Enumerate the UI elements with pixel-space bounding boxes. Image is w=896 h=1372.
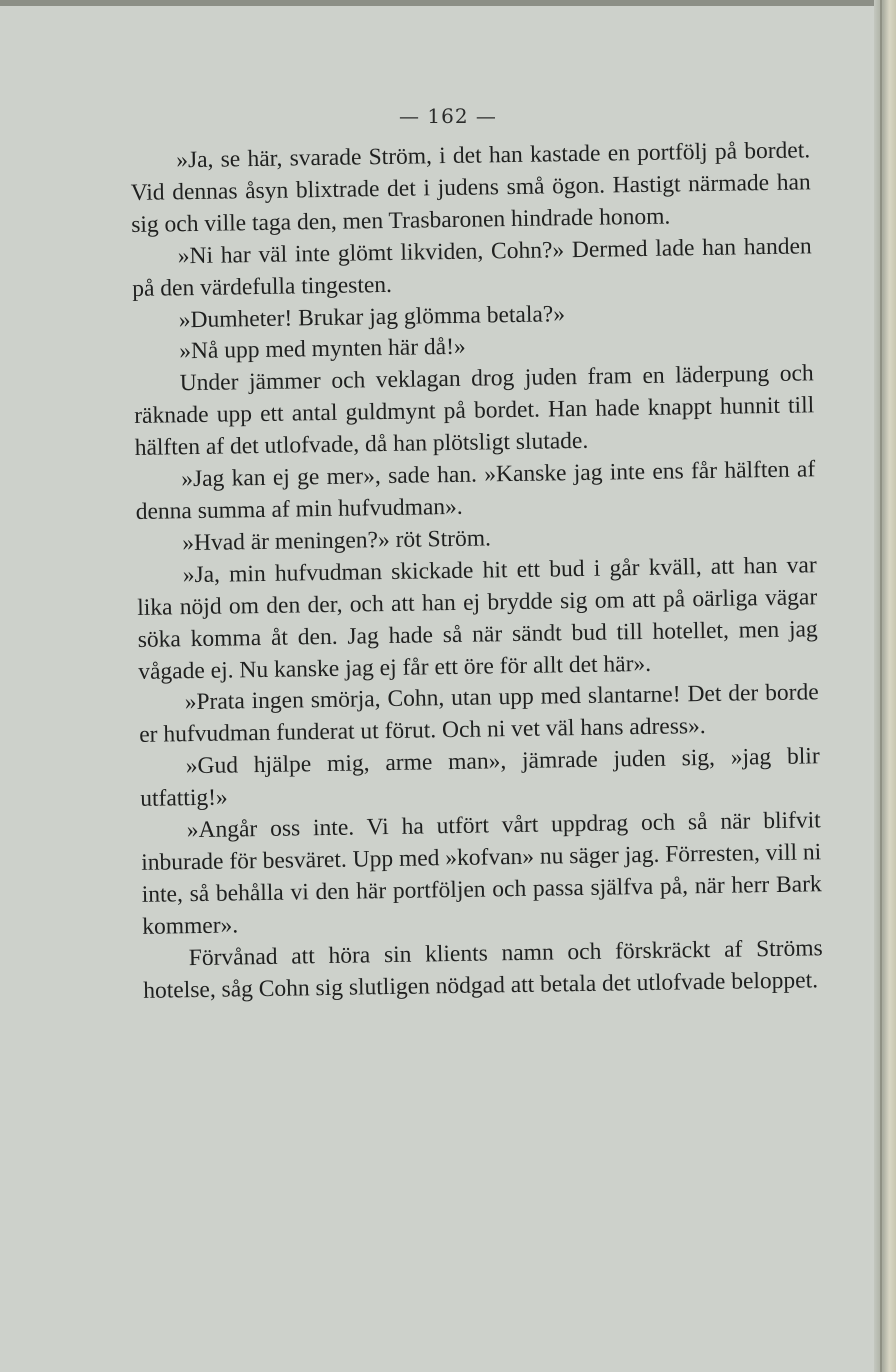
paragraph: »Hvad är meningen?» röt Ström. bbox=[182, 525, 492, 557]
paragraph: »Jag kan ej ge mer», sade han. »Kanske jag inte ens får hälften af denna summa af min hufvudman». bbox=[135, 456, 816, 525]
page-edge-line bbox=[880, 0, 882, 1372]
paragraph: »Dumheter! Brukar jag glömma betala?» bbox=[178, 300, 566, 333]
paragraph: Förvånad att höra sin klients namn och förskräckt af Ströms hotelse, såg Cohn sig slutligen nödgad att betala det utlofvade beloppet. bbox=[143, 934, 823, 1004]
page-number: — 162 — bbox=[399, 104, 497, 128]
paragraph: »Nå upp med mynten här då!» bbox=[179, 334, 466, 365]
paragraph: Under jämmer och veklagan drog juden fram en läderpung och räknade upp ett antal guldmynt på bordet. Han hade knappt hunnit till hälften af det utlofvade, då han plötsligt slutade. bbox=[134, 360, 815, 462]
paragraph: »Gud hjälpe mig, arme man», jämrade juden sig, »jag blir utfattig!» bbox=[140, 743, 820, 813]
paragraph: »Angår oss inte. Vi ha utfört vårt uppdrag och så när blifvit inburade för besväret. Upp med »kofvan» nu säger jag. Förresten, vill ni inte, så behålla vi den här portföljen och passa själfva på, när herr Bark kommer». bbox=[141, 807, 822, 940]
body-text bbox=[130, 135, 823, 1007]
paragraph: »Ja, min hufvudman skickade hit ett bud i går kväll, att han var lika nöjd om den der, och att han ej brydde sig om att på oärliga vägar söka komma åt den. Jag hade så när sändt bud till hotellet, men jag vågade ej. Nu kanske jag ej får ett öre för allt det här». bbox=[137, 552, 818, 685]
paragraph: »Ni har väl inte glömt likviden, Cohn?» Dermed lade han handen på den värdefulla tingesten. bbox=[132, 233, 812, 302]
scan-top-shadow bbox=[0, 0, 896, 6]
paragraph: »Ja, se här, svarade Ström, i det han kastade en portfölj på bordet. Vid dennas åsyn blixtrade det i judens små ögon. Hastigt närmade han sig och ville taga den, men Trasbaronen hindrade honom. bbox=[130, 137, 811, 238]
page-edge bbox=[874, 0, 896, 1372]
paragraph: »Prata ingen smörja, Cohn, utan upp med slantarne! Det der borde er hufvudman funderat ut förut. Och ni vet väl hans adress». bbox=[139, 679, 819, 749]
